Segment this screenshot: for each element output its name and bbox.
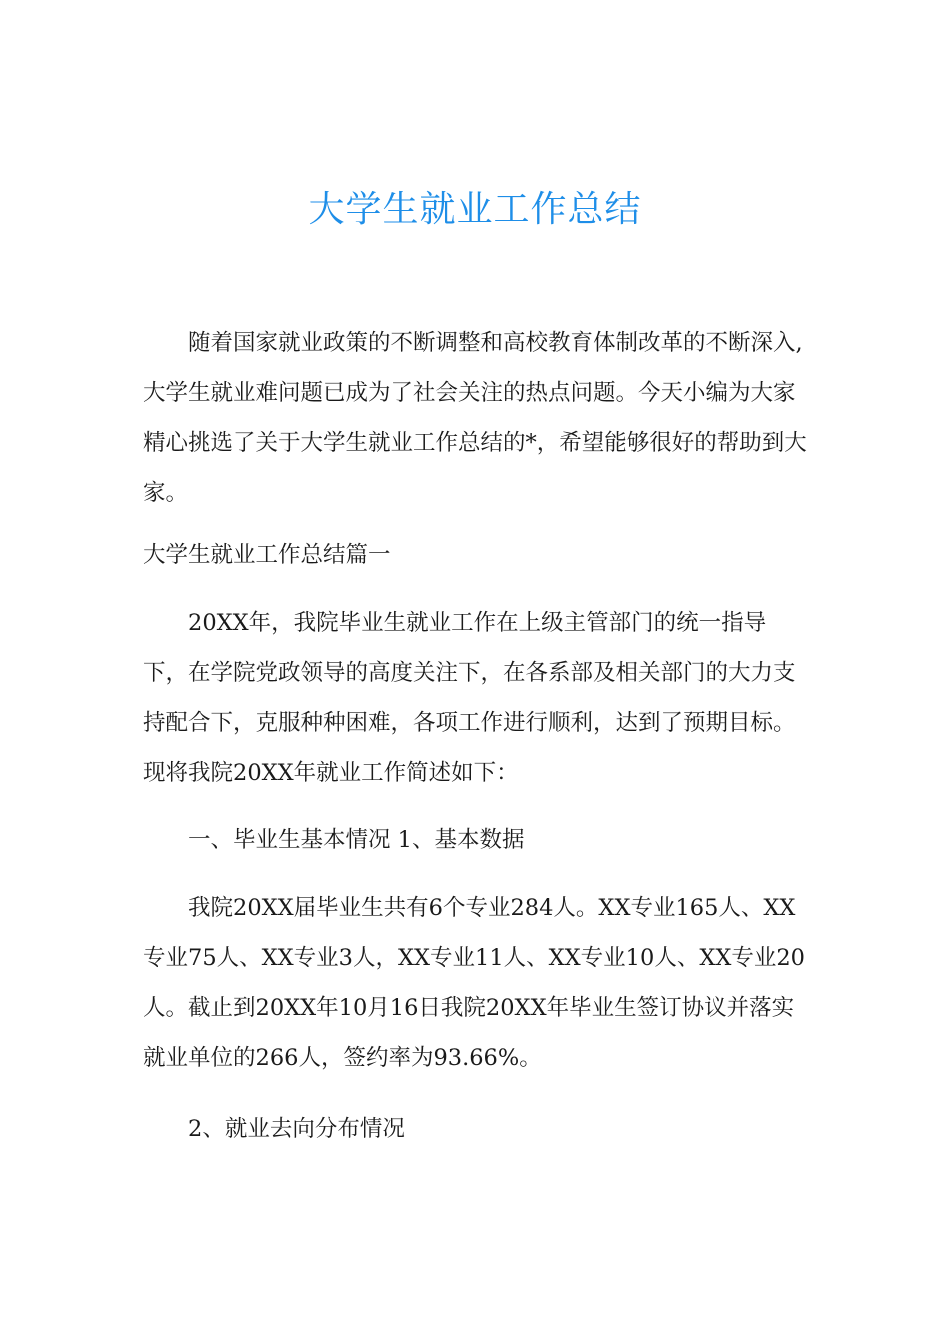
subsection-heading-employment-distribution: 2、就业去向分布情况 (188, 1116, 405, 1142)
subsection-heading-basic-data: 一、毕业生基本情况 1、基本数据 (188, 827, 525, 853)
section-heading-part-one: 大学生就业工作总结篇一 (143, 542, 391, 568)
overview-paragraph: 20XX年，我院毕业生就业工作在上级主管部门的统一指导下，在学院党政领导的高度关注下，在各系部及相关部门的大力支持配合下，克服种种困难，各项工作进行顺利，达到了预期目标。现将我院20XX年就业工作简述如下： (143, 610, 796, 786)
intro-paragraph: 随着国家就业政策的不断调整和高校教育体制改革的不断深入,大学生就业难问题已成为了社会关注的热点问题。今天小编为大家精心挑选了关于大学生就业工作总结的*，希望能够很好的帮助到大家。 (143, 330, 807, 506)
statistics-paragraph: 我院20XX届毕业生共有6个专业284人。XX专业165人、XX专业75人、XX专业3人，XX专业11人、XX专业10人、XX专业20人。截止到20XX年10月16日我院20XX年毕业生签订协议并落实就业单位的266人，签约率为93.66%。 (143, 895, 805, 1071)
document-title: 大学生就业工作总结 (308, 189, 642, 230)
